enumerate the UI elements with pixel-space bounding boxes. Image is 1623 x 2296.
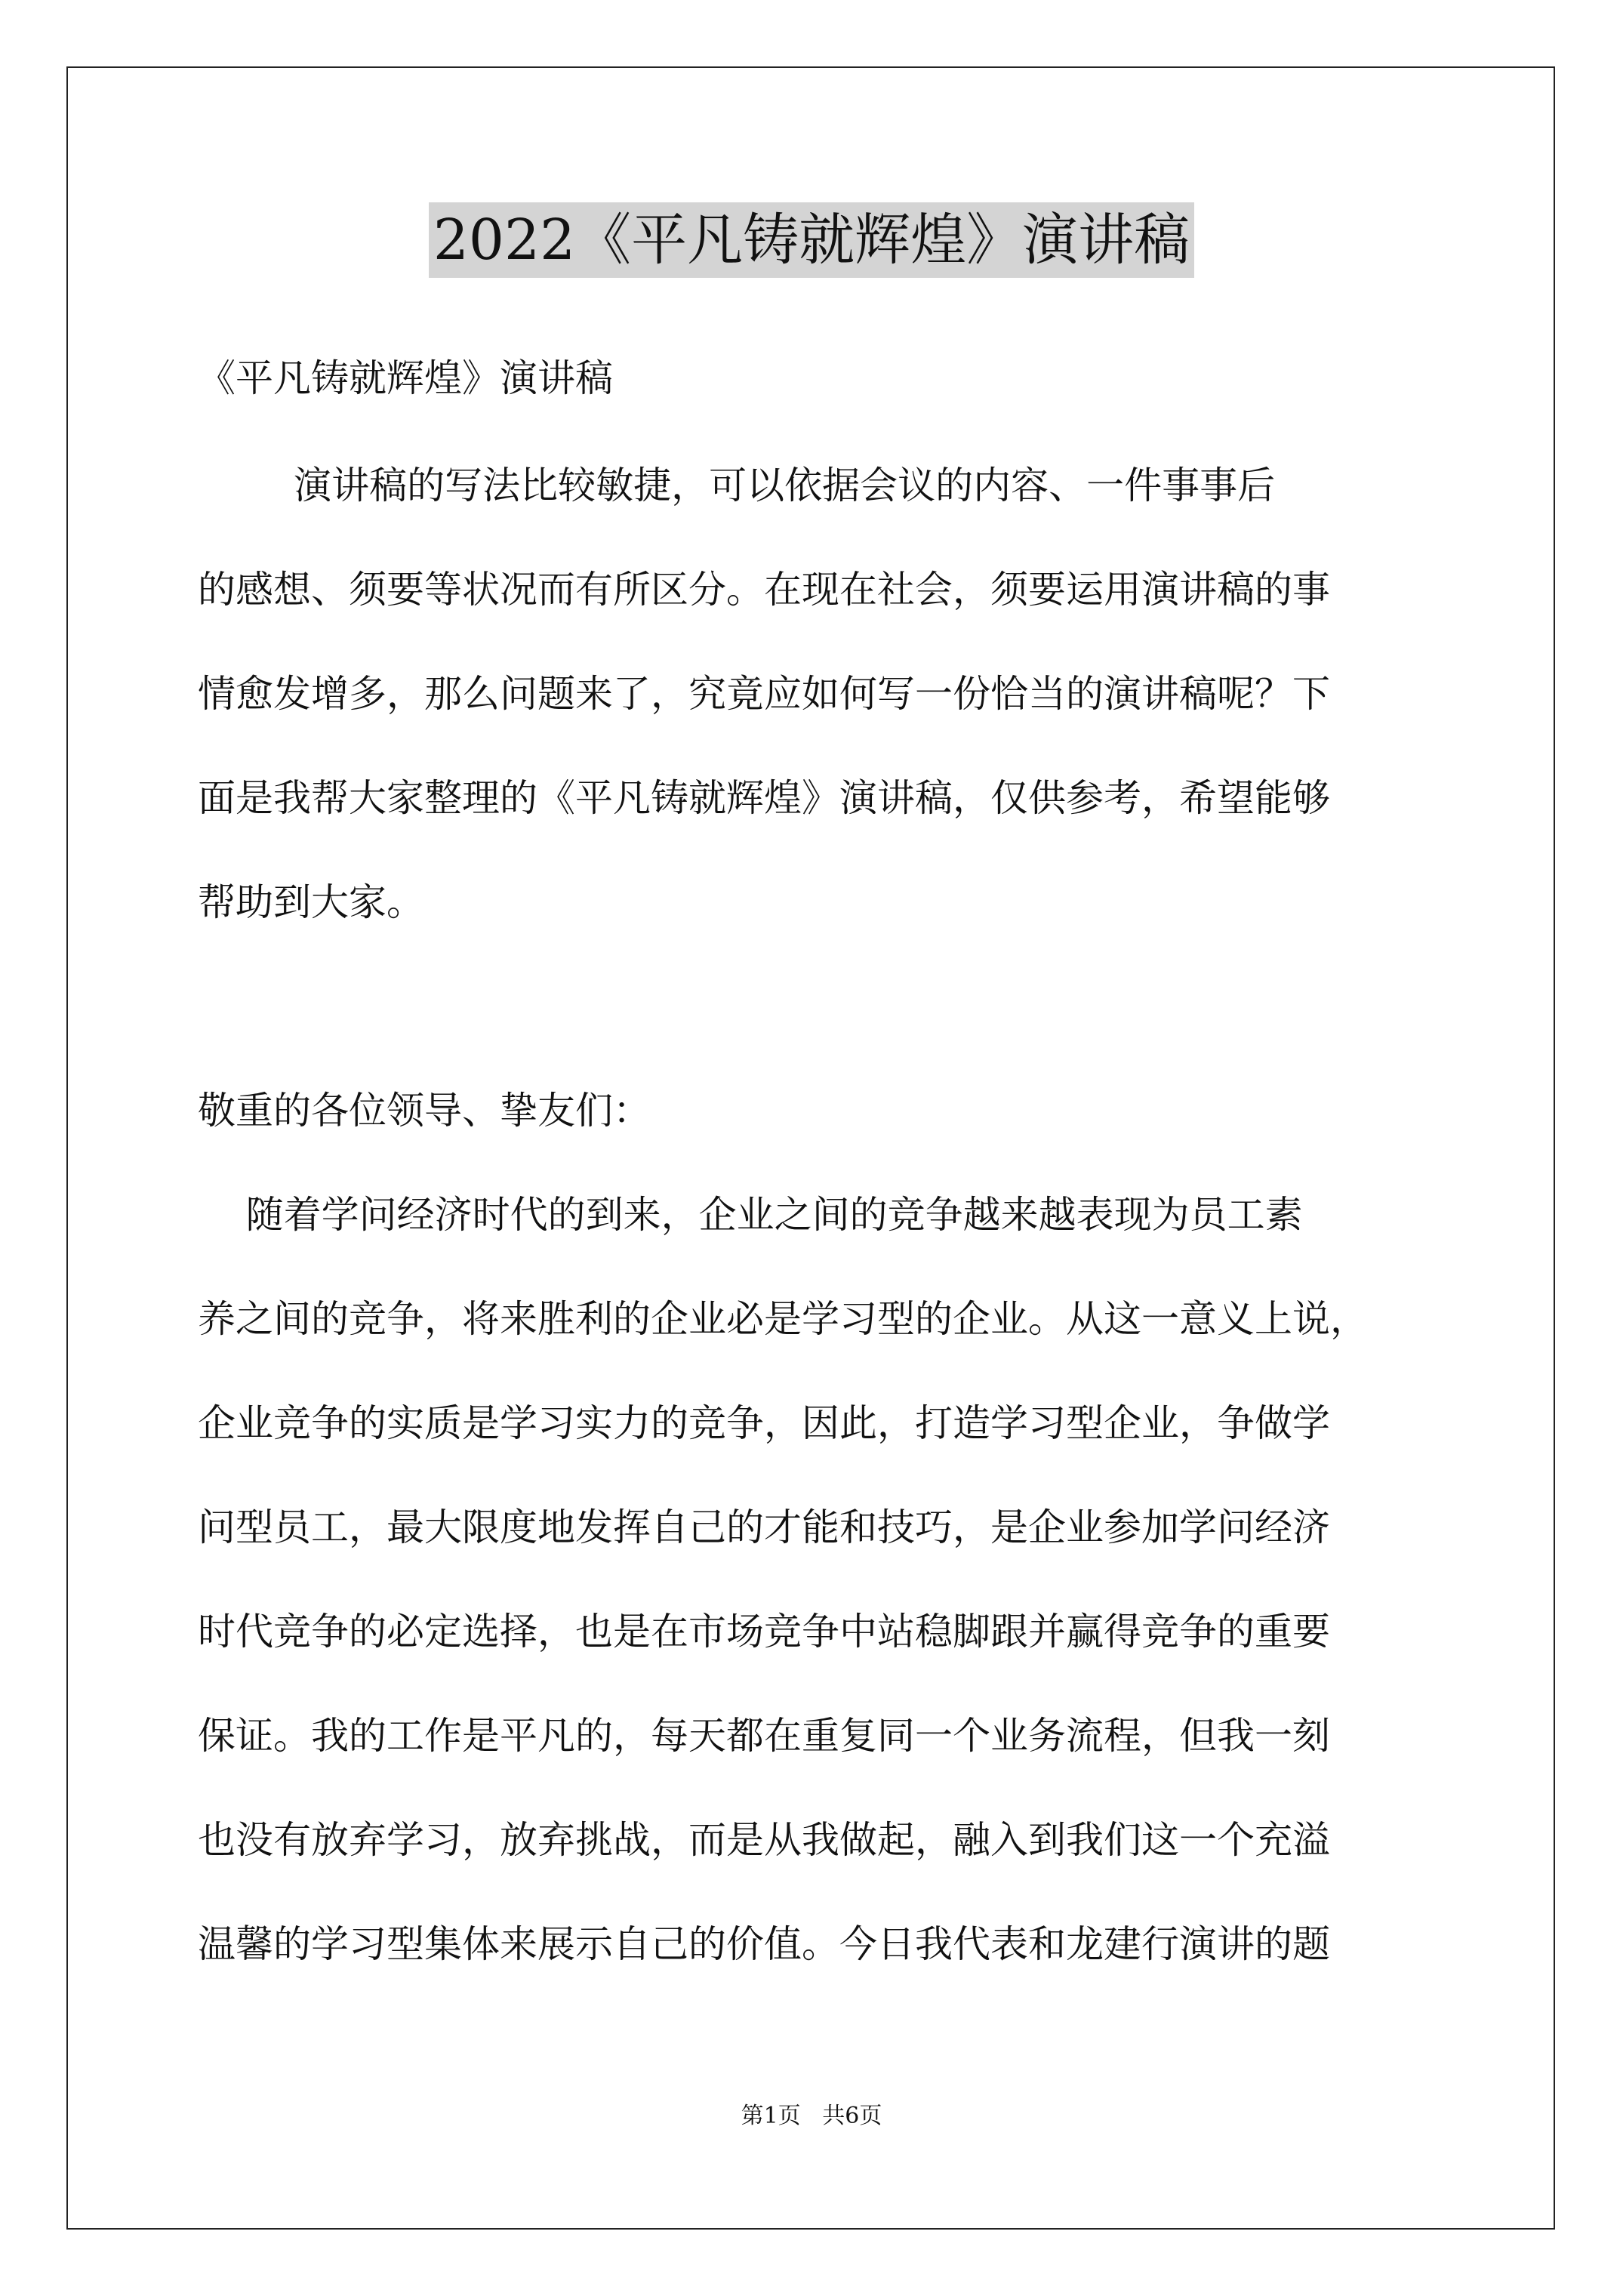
intro-line: 演讲稿的写法比较敏捷，可以依据会议的内容、一件事事后	[198, 464, 1276, 507]
page-number: 第1页	[741, 2103, 801, 2129]
intro-line: 的感想、须要等状况而有所区分。在现在社会，须要运用演讲稿的事	[198, 568, 1330, 612]
intro-line: 帮助到大家。	[198, 880, 424, 924]
body-line: 问型员工，最大限度地发挥自己的才能和技巧，是企业参加学问经济	[198, 1505, 1330, 1549]
document-subtitle	[198, 326, 1457, 430]
body-line: 也没有放弃学习，放弃挑战，而是从我做起，融入到我们这一个充溢	[198, 1818, 1330, 1862]
intro-paragraph	[198, 433, 1457, 954]
body-paragraph	[198, 1163, 1457, 1996]
greeting-line: 敬重的各位领导、挚友们：	[198, 1089, 651, 1133]
greeting-paragraph	[198, 1059, 1457, 1163]
subtitle-line: 《平凡铸就辉煌》演讲稿	[198, 356, 613, 400]
body-line: 保证。我的工作是平凡的，每天都在重复同一个业务流程，但我一刻	[198, 1714, 1330, 1758]
intro-line: 情愈发增多，那么问题来了，究竟应如何写一份恰当的演讲稿呢？下	[198, 672, 1330, 716]
body-line: 时代竞争的必定选择，也是在市场竞争中站稳脚跟并赢得竞争的重要	[198, 1610, 1330, 1653]
footer-spacer	[801, 2103, 823, 2129]
body-line: 企业竞争的实质是学习实力的竞争，因此，打造学习型企业，争做学	[198, 1401, 1330, 1445]
page-total: 共6页	[822, 2103, 882, 2129]
body-line: 温馨的学习型集体来展示自己的价值。今日我代表和龙建行演讲的题	[198, 1922, 1330, 1966]
intro-line: 面是我帮大家整理的《平凡铸就辉煌》演讲稿，仅供参考，希望能够	[198, 776, 1330, 820]
page-footer	[0, 2101, 1623, 2131]
body-line: 随着学问经济时代的到来，企业之间的竞争越来越表现为员工素	[198, 1193, 1303, 1237]
body-line: 养之间的竞争，将来胜利的企业必是学习型的企业。从这一意义上说，	[198, 1297, 1368, 1341]
document-title: 2022《平凡铸就辉煌》演讲稿	[429, 202, 1194, 278]
title-container	[0, 202, 1623, 278]
